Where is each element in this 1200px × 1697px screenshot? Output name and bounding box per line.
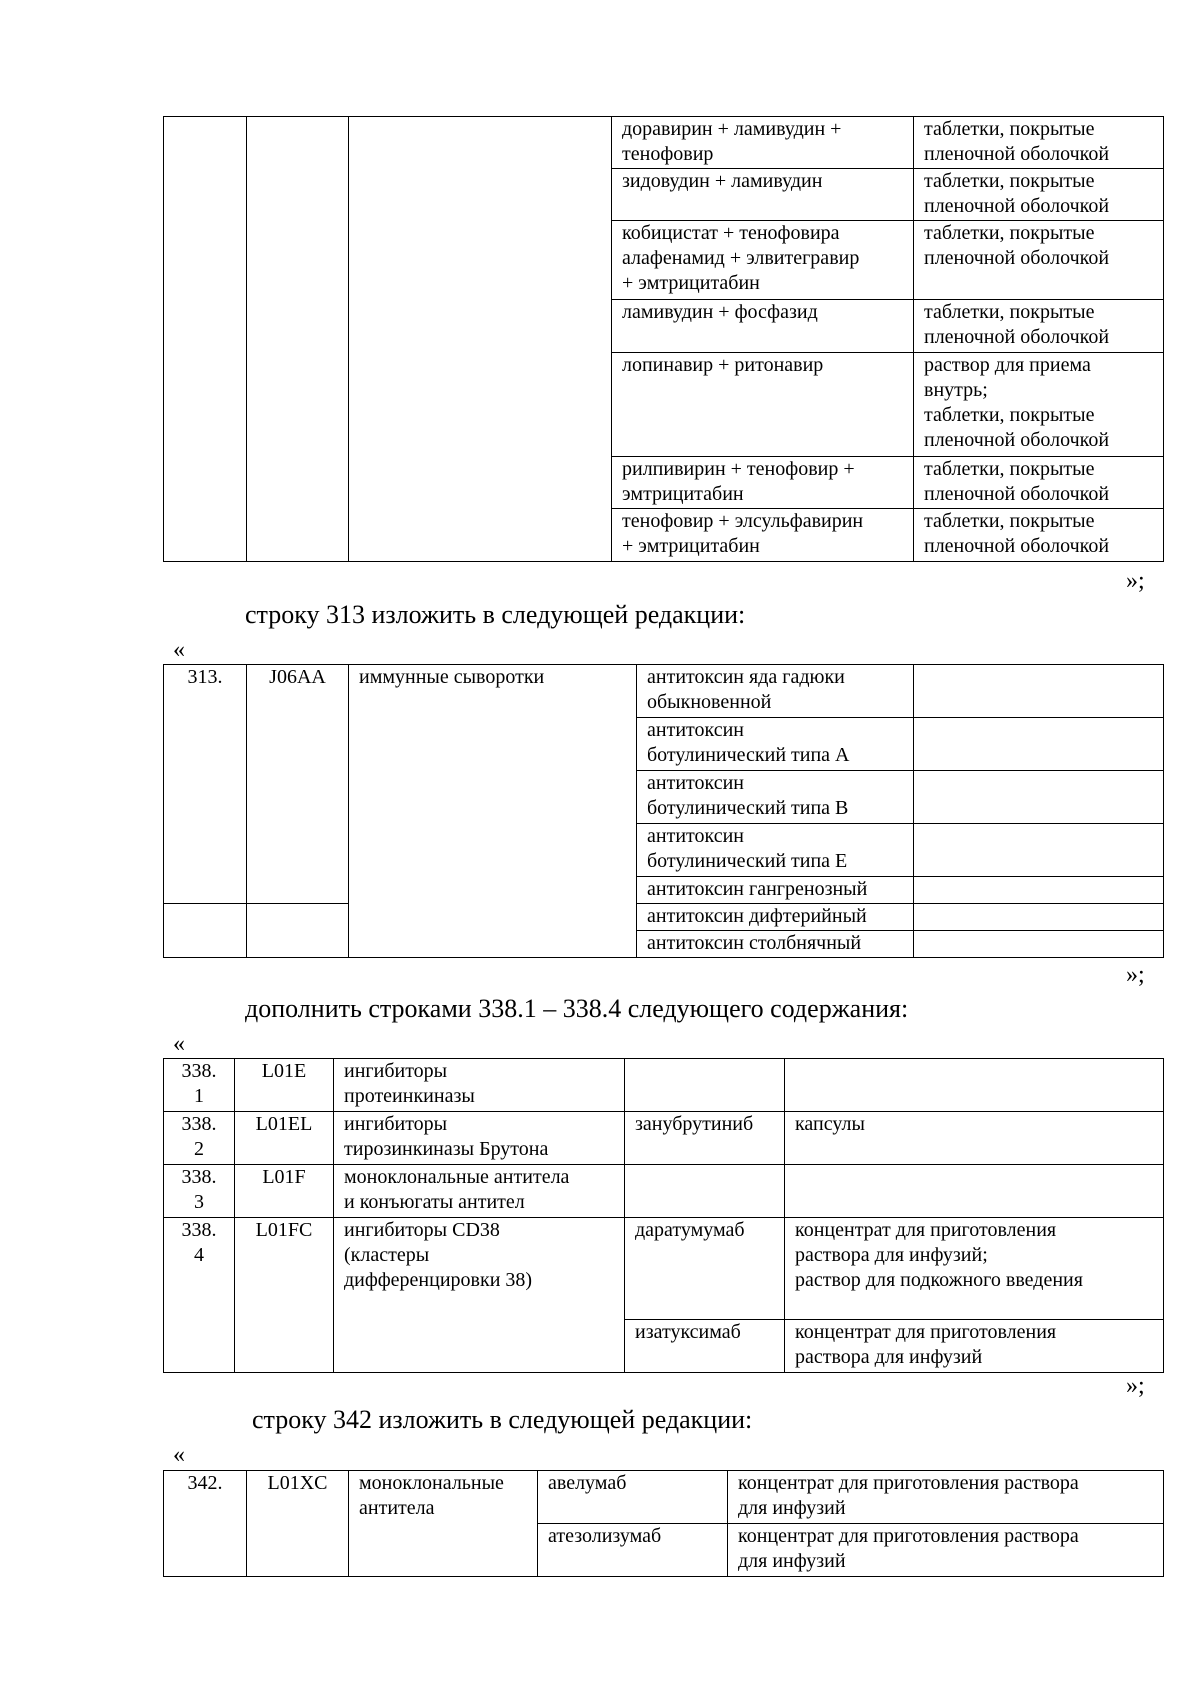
drug-group: иммунные сыворотки xyxy=(349,665,637,904)
dosage-form: таблетки, покрытые пленочной оболочкой xyxy=(914,169,1164,221)
section-heading: строку 342 изложить в следующей редакции: xyxy=(252,1405,753,1434)
close-quote: »; xyxy=(1126,568,1145,594)
table-row xyxy=(164,665,1164,718)
drug-name: тенофовир + элсульфавирин + эмтрицитабин xyxy=(612,509,914,562)
drug-name: изатуксимаб xyxy=(625,1320,785,1373)
row-number: 342. xyxy=(164,1471,247,1577)
drug-name: антитоксин гангренозный xyxy=(637,877,914,904)
section-heading: строку 313 изложить в следующей редакции: xyxy=(245,600,746,629)
row-number: 338. 1 xyxy=(164,1059,235,1112)
dosage-form: таблетки, покрытые пленочной оболочкой xyxy=(914,509,1164,562)
drug-name: антитоксин дифтерийный xyxy=(637,904,914,931)
drug-name xyxy=(625,1165,785,1218)
drug-group: ингибиторы CD38 (кластеры дифференцировки 38) xyxy=(334,1218,625,1373)
atc-code: L01EL xyxy=(235,1112,334,1165)
open-quote: « xyxy=(173,1031,185,1057)
table-rows-338 xyxy=(163,1058,1164,1373)
dosage-form: таблетки, покрытые пленочной оболочкой xyxy=(914,300,1164,353)
drug-group: моноклональные антитела и конъюгаты антител xyxy=(334,1165,625,1218)
table-row xyxy=(164,904,1164,931)
drug-name: занубрутиниб xyxy=(625,1112,785,1165)
dosage-form: таблетки, покрытые пленочной оболочкой xyxy=(914,117,1164,169)
drug-name: атезолизумаб xyxy=(538,1524,728,1577)
drug-name: даратумумаб xyxy=(625,1218,785,1320)
drug-name: ламивудин + фосфазид xyxy=(612,300,914,353)
row-number: 338. 3 xyxy=(164,1165,235,1218)
table-row xyxy=(164,1218,1164,1320)
drug-name: зидовудин + ламивудин xyxy=(612,169,914,221)
section-heading: дополнить строками 338.1 – 338.4 следующего содержания: xyxy=(245,994,909,1023)
drug-name: антитоксин столбнячный xyxy=(637,931,914,958)
drug-name: антитоксин яда гадюки обыкновенной xyxy=(637,665,914,718)
dosage-form: концентрат для приготовления раствора для инфузий; раствор для подкожного введения xyxy=(785,1218,1164,1320)
atc-code: L01FC xyxy=(235,1218,334,1373)
drug-group: ингибиторы протеинкиназы xyxy=(334,1059,625,1112)
dosage-form: таблетки, покрытые пленочной оболочкой xyxy=(914,457,1164,509)
table-row-342 xyxy=(163,1470,1164,1577)
table-row xyxy=(164,1471,1164,1524)
row-number: 338. 4 xyxy=(164,1218,235,1373)
drug-group: ингибиторы тирозинкиназы Брутона xyxy=(334,1112,625,1165)
dosage-form: раствор для приема внутрь; таблетки, покрытые пленочной оболочкой xyxy=(914,353,1164,457)
table-row xyxy=(164,1165,1164,1218)
atc-code: L01E xyxy=(235,1059,334,1112)
table-continuation xyxy=(163,116,1164,562)
drug-name: кобицистат + тенофовира алафенамид + элвитегравир + эмтрицитабин xyxy=(612,221,914,300)
row-number: 313. xyxy=(164,665,247,904)
drug-name: доравирин + ламивудин + тенофовир xyxy=(612,117,914,169)
dosage-form: капсулы xyxy=(785,1112,1164,1165)
close-quote: »; xyxy=(1126,962,1145,988)
dosage-form: концентрат для приготовления раствора для инфузий xyxy=(728,1524,1164,1577)
dosage-form xyxy=(785,1165,1164,1218)
dosage-form xyxy=(785,1059,1164,1112)
table-row-313 xyxy=(163,664,1164,958)
close-quote: »; xyxy=(1126,1373,1145,1399)
row-number: 338. 2 xyxy=(164,1112,235,1165)
open-quote: « xyxy=(173,1442,185,1468)
atc-code: J06AA xyxy=(247,665,349,904)
drug-name: рилпивирин + тенофовир + эмтрицитабин xyxy=(612,457,914,509)
table-row xyxy=(164,1112,1164,1165)
dosage-form: концентрат для приготовления раствора для инфузий xyxy=(728,1471,1164,1524)
drug-name: авелумаб xyxy=(538,1471,728,1524)
drug-name: антитоксин ботулинический типа Е xyxy=(637,824,914,877)
dosage-form: концентрат для приготовления раствора для инфузий xyxy=(785,1320,1164,1373)
drug-name xyxy=(625,1059,785,1112)
dosage-form: таблетки, покрытые пленочной оболочкой xyxy=(914,221,1164,300)
drug-name: антитоксин ботулинический типа В xyxy=(637,771,914,824)
drug-group: моноклональные антитела xyxy=(349,1471,538,1577)
atc-code: L01F xyxy=(235,1165,334,1218)
table-row xyxy=(164,117,1164,169)
atc-code: L01XC xyxy=(247,1471,349,1577)
drug-name: лопинавир + ритонавир xyxy=(612,353,914,457)
table-row xyxy=(164,1059,1164,1112)
drug-name: антитоксин ботулинический типа А xyxy=(637,718,914,771)
open-quote: « xyxy=(173,637,185,663)
